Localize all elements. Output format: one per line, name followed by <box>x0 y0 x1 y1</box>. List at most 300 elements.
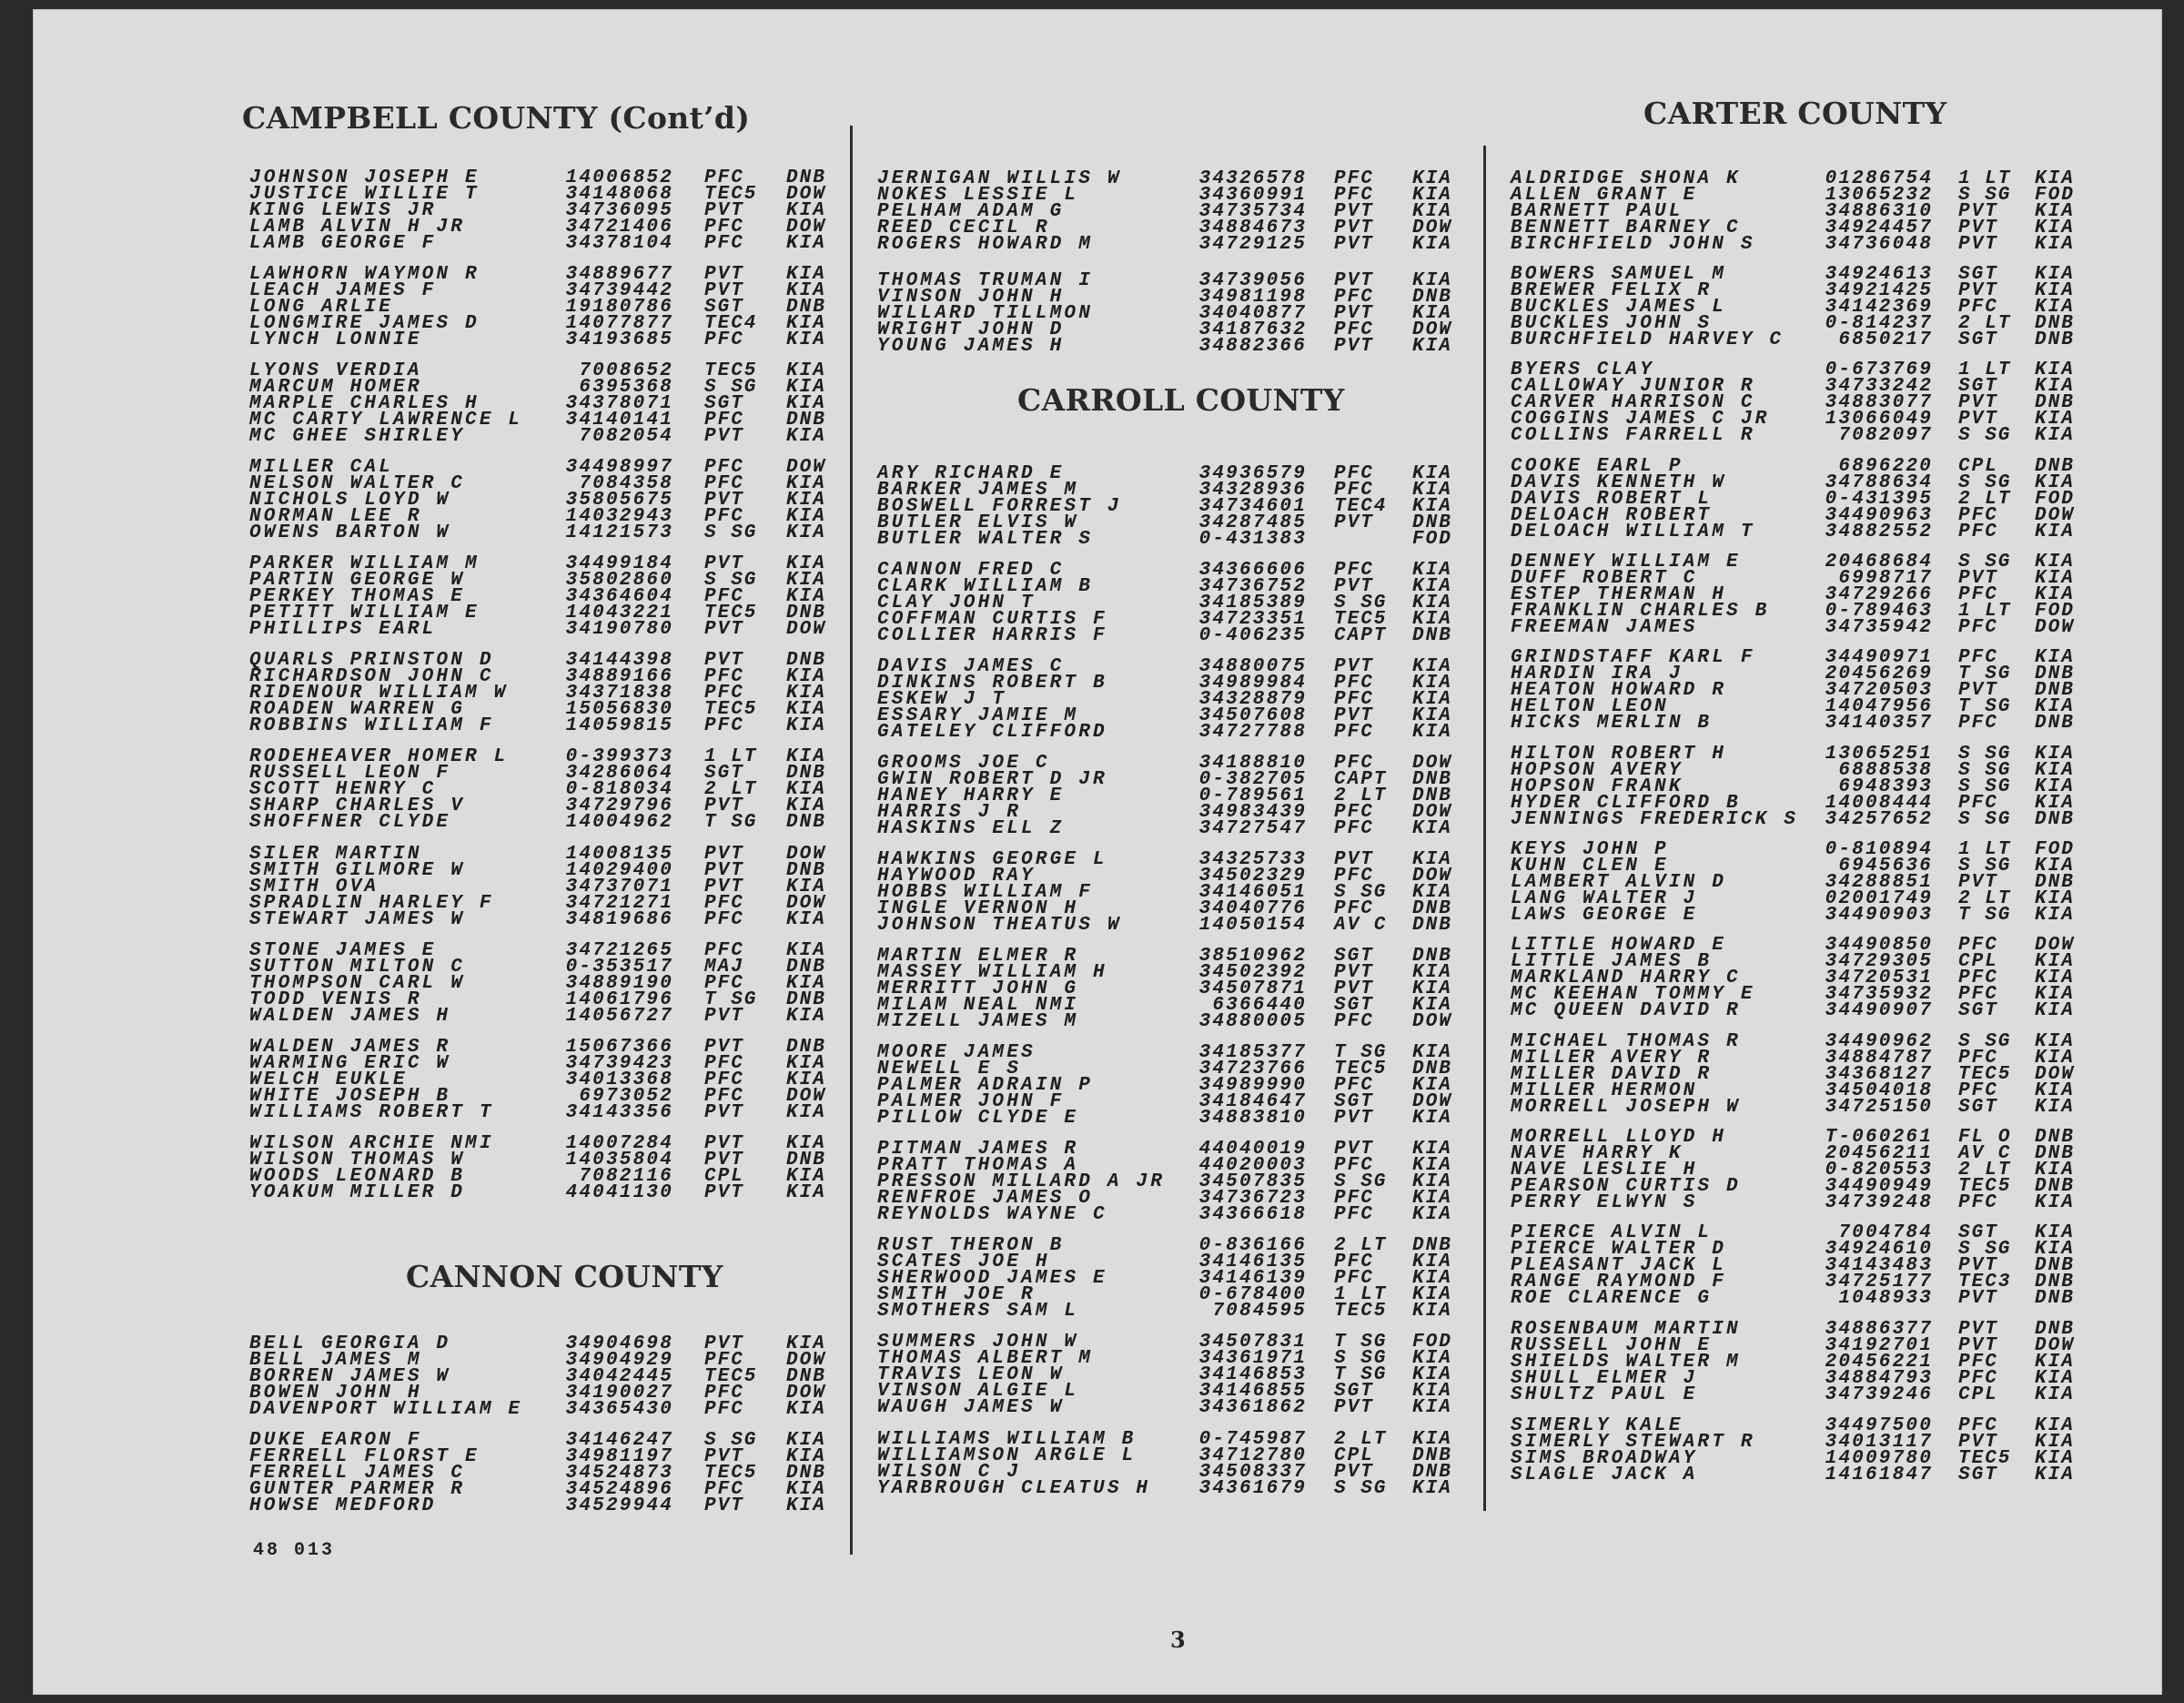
rank: PVT <box>704 553 744 574</box>
soldier-name: PARTIN GEORGE W <box>249 570 466 591</box>
status-code: DOW <box>786 619 826 640</box>
serial-number: 34725177 <box>1825 1272 1933 1292</box>
status-code: DNB <box>1412 1445 1452 1466</box>
rank: S SG <box>1958 472 2012 493</box>
status-code: DOW <box>2035 505 2075 526</box>
status-code: DNB <box>1412 769 1452 790</box>
rank: PFC <box>704 1383 744 1404</box>
status-code: KIA <box>786 973 826 994</box>
soldier-name: RIDENOUR WILLIAM W <box>249 683 509 704</box>
serial-number: 34921425 <box>1825 280 1933 301</box>
soldier-name: REYNOLDS WAYNE C <box>877 1204 1107 1225</box>
status-code: DNB <box>1412 915 1452 936</box>
rank: PFC <box>704 167 744 188</box>
soldier-name: SPRADLIN HARLEY F <box>249 893 494 914</box>
soldier-name: PHILLIPS EARL <box>249 619 437 640</box>
serial-number: 34328879 <box>1198 689 1307 710</box>
serial-number: T-060261 <box>1825 1127 1933 1148</box>
casualty-record <box>33 907 2162 924</box>
soldier-name: HOPSON AVERY <box>1511 760 1684 781</box>
status-code: DNB <box>786 812 826 833</box>
soldier-name: THOMAS ALBERT M <box>877 1348 1094 1369</box>
rank: PFC <box>1334 168 1374 189</box>
status-code: KIA <box>1412 705 1452 726</box>
status-code: DNB <box>786 410 826 431</box>
soldier-name: DAVENPORT WILLIAM E <box>249 1399 523 1420</box>
soldier-name: SLAGLE JACK A <box>1511 1465 1698 1485</box>
serial-number: 7008652 <box>579 360 673 381</box>
status-code: DOW <box>786 457 826 478</box>
serial-number: 34883077 <box>1825 392 1933 413</box>
status-code: DOW <box>1412 866 1452 887</box>
soldier-name: ESSARY JAMIE M <box>877 705 1079 726</box>
status-code: DNB <box>786 1366 826 1387</box>
column-divider-left <box>850 126 853 1555</box>
soldier-name: DAVIS KENNETH W <box>1511 472 1727 493</box>
soldier-name: BYERS CLAY <box>1511 360 1655 380</box>
soldier-name: ROSENBAUM MARTIN <box>1511 1319 1741 1340</box>
serial-number: 1048933 <box>1838 1288 1933 1309</box>
serial-number: 34924610 <box>1825 1239 1933 1260</box>
soldier-name: BORREN JAMES W <box>249 1366 451 1387</box>
status-code: KIA <box>2035 696 2075 717</box>
status-code: KIA <box>1412 1188 1452 1209</box>
soldier-name: KING LEWIS JR <box>249 200 437 221</box>
serial-number: 6948393 <box>1838 776 1933 797</box>
serial-number: 34735942 <box>1825 617 1933 638</box>
serial-number: 34490903 <box>1825 905 1933 926</box>
soldier-name: LITTLE JAMES B <box>1511 951 1713 972</box>
rank: TEC5 <box>1334 609 1388 630</box>
serial-number: 34146135 <box>1198 1252 1307 1272</box>
rank: S SG <box>1958 744 2012 765</box>
casualty-record <box>33 1462 2162 1485</box>
rank: PFC <box>1334 463 1374 484</box>
rank: AV C <box>1334 915 1388 936</box>
soldier-name: RUSSELL JOHN E <box>1511 1335 1713 1356</box>
serial-number: 34739246 <box>1825 1384 1933 1405</box>
record-group <box>33 1319 2162 1405</box>
status-code: FOD <box>2035 601 2075 622</box>
soldier-name: THOMPSON CARL W <box>249 973 466 994</box>
soldier-name: SMITH OVA <box>249 877 379 897</box>
rank: PFC <box>704 1350 744 1371</box>
status-code: DNB <box>2035 1272 2075 1292</box>
soldier-name: DINKINS ROBERT B <box>877 673 1107 694</box>
soldier-name: MASSEY WILLIAM H <box>877 962 1107 983</box>
serial-number: 34904698 <box>565 1333 673 1354</box>
serial-number: 34378104 <box>565 233 673 254</box>
rank: PFC <box>1334 480 1374 501</box>
serial-number: 34723766 <box>1198 1059 1307 1080</box>
serial-number: 34499184 <box>565 553 673 574</box>
rank: CPL <box>1958 951 1998 972</box>
status-code: KIA <box>1412 1381 1452 1402</box>
serial-number: 14047956 <box>1825 696 1933 717</box>
soldier-name: BUTLER ELVIS W <box>877 512 1079 533</box>
rank: CPL <box>1334 1445 1374 1466</box>
rank: TEC5 <box>704 1463 758 1484</box>
soldier-name: WILLARD TILLMON <box>877 303 1094 324</box>
status-code: KIA <box>1412 1155 1452 1176</box>
rank: T SG <box>704 989 758 1010</box>
record-group <box>33 1415 2162 1485</box>
rank: PVT <box>1334 336 1374 357</box>
serial-number: 34146853 <box>1198 1364 1307 1385</box>
serial-number: 14008135 <box>565 844 673 865</box>
rank: TEC5 <box>704 1366 758 1387</box>
soldier-name: COFFMAN CURTIS F <box>877 609 1107 630</box>
serial-number: 34721265 <box>565 940 673 961</box>
status-code: KIA <box>786 329 826 350</box>
serial-number: 34735932 <box>1825 984 1933 1005</box>
rank: TEC3 <box>1958 1272 2012 1292</box>
rank: PVT <box>1334 656 1374 677</box>
soldier-name: MC GHEE SHIRLEY <box>249 426 466 447</box>
soldier-name: ALLEN GRANT E <box>1511 185 1698 206</box>
status-code: KIA <box>2035 376 2075 397</box>
soldier-name: DUFF ROBERT C <box>1511 568 1698 589</box>
status-code: KIA <box>786 586 826 607</box>
serial-number: 34983439 <box>1198 802 1307 823</box>
rank: PVT <box>1334 849 1374 870</box>
serial-number: 14007284 <box>565 1133 673 1154</box>
serial-number: 15067366 <box>565 1037 673 1058</box>
serial-number: 7084358 <box>579 473 673 494</box>
serial-number: 6888538 <box>1838 760 1933 781</box>
rank: PVT <box>1958 280 1998 301</box>
serial-number: 34739248 <box>1825 1192 1933 1213</box>
status-code: KIA <box>786 1069 826 1090</box>
soldier-name: COLLIER HARRIS F <box>877 625 1107 646</box>
soldier-name: LAMBERT ALVIN D <box>1511 872 1727 893</box>
status-code: KIA <box>786 1133 826 1154</box>
rank: TEC5 <box>1958 1064 2012 1085</box>
rank: S SG <box>1958 185 2012 206</box>
rank: PVT <box>1958 218 1998 238</box>
status-code: KIA <box>1412 270 1452 291</box>
soldier-name: WHITE JOSEPH B <box>249 1086 451 1107</box>
status-code: KIA <box>786 940 826 961</box>
serial-number: 7082054 <box>579 426 673 447</box>
status-code: KIA <box>2035 760 2075 781</box>
rank: PFC <box>1334 1011 1374 1032</box>
serial-number: 34288851 <box>1825 872 1933 893</box>
rank: PVT <box>1334 705 1374 726</box>
status-code: KIA <box>2035 984 2075 1005</box>
soldier-name: PLEASANT JACK L <box>1511 1255 1727 1276</box>
rank: PFC <box>1334 185 1374 206</box>
rank: PFC <box>1958 505 1998 526</box>
serial-number: 34880005 <box>1198 1011 1307 1032</box>
status-code: KIA <box>2035 472 2075 493</box>
rank: PFC <box>1958 968 1998 988</box>
serial-number: 34736752 <box>1198 576 1307 597</box>
serial-number: 34725150 <box>1825 1097 1933 1118</box>
rank: T SG <box>1334 1364 1388 1385</box>
serial-number: 34504018 <box>1825 1080 1933 1101</box>
status-code: KIA <box>1412 818 1452 839</box>
status-code: KIA <box>1412 1429 1452 1450</box>
soldier-name: SIMS BROADWAY <box>1511 1448 1698 1469</box>
rank: 1 LT <box>1958 839 2012 860</box>
serial-number: 34361679 <box>1198 1478 1307 1499</box>
rank: 1 LT <box>1958 360 2012 380</box>
rank: PFC <box>1958 713 1998 734</box>
rank: PVT <box>704 860 744 881</box>
status-code: KIA <box>1412 201 1452 222</box>
status-code: KIA <box>1412 1108 1452 1129</box>
status-code: KIA <box>2035 280 2075 301</box>
status-code: KIA <box>2035 1192 2075 1213</box>
county-heading-campbell-county-cont-d: CAMPBELL COUNTY (Cont’d) <box>242 100 751 136</box>
rank: PVT <box>1334 234 1374 255</box>
serial-number: 34190027 <box>565 1383 673 1404</box>
rank: S SG <box>1958 776 2012 797</box>
rank: PFC <box>1334 1188 1374 1209</box>
soldier-name: LITTLE HOWARD E <box>1511 935 1727 956</box>
serial-number: 14043221 <box>565 603 673 623</box>
status-code: KIA <box>2035 264 2075 285</box>
serial-number: 34366618 <box>1198 1204 1307 1225</box>
status-code: KIA <box>2035 905 2075 926</box>
serial-number: 34739442 <box>565 280 673 301</box>
status-code: DNB <box>786 763 826 784</box>
soldier-name: GRINDSTAFF KARL F <box>1511 647 1755 668</box>
casualty-record <box>33 1383 2162 1405</box>
status-code: KIA <box>786 877 826 897</box>
soldier-name: GWIN ROBERT D JR <box>877 769 1107 790</box>
soldier-name: LONGMIRE JAMES D <box>249 313 480 334</box>
soldier-name: STEWART JAMES W <box>249 909 466 930</box>
soldier-name: MC QUEEN DAVID R <box>1511 1000 1741 1021</box>
serial-number: 34184647 <box>1198 1091 1307 1112</box>
soldier-name: CANNON FRED C <box>877 560 1065 581</box>
status-code: KIA <box>2035 360 2075 380</box>
casualty-record <box>33 1000 2162 1021</box>
rank: PFC <box>704 909 744 930</box>
serial-number: 34904929 <box>565 1350 673 1371</box>
serial-number: 13065232 <box>1825 185 1933 206</box>
soldier-name: BOWEN JOHN H <box>249 1383 422 1404</box>
serial-number: 0-836166 <box>1198 1235 1307 1256</box>
status-code: KIA <box>1412 722 1452 743</box>
status-code: DNB <box>2035 713 2075 734</box>
rank: S SG <box>1958 809 2012 830</box>
status-code: KIA <box>1412 689 1452 710</box>
rank: PFC <box>1334 802 1374 823</box>
soldier-name: MARPLE CHARLES H <box>249 393 480 414</box>
serial-number: 14009780 <box>1825 1448 1933 1469</box>
status-code: DOW <box>2035 935 2075 956</box>
status-code: KIA <box>2035 584 2075 605</box>
serial-number: 0-814237 <box>1825 313 1933 334</box>
serial-number: 34364604 <box>565 586 673 607</box>
serial-number: 34884793 <box>1825 1368 1933 1389</box>
serial-number: 14050154 <box>1198 915 1307 936</box>
soldier-name: WELCH EUKLE <box>249 1069 408 1090</box>
serial-number: 34889190 <box>565 973 673 994</box>
rank: PFC <box>1958 522 1998 542</box>
soldier-name: MC KEEHAN TOMMY E <box>1511 984 1755 1005</box>
serial-number: 6896220 <box>1838 456 1933 477</box>
status-code: DNB <box>786 1150 826 1171</box>
rank: PFC <box>1958 617 1998 638</box>
soldier-name: MOORE JAMES <box>877 1042 1036 1063</box>
soldier-name: LANG WALTER J <box>1511 888 1698 909</box>
serial-number: 34502329 <box>1198 866 1307 887</box>
serial-number: 34142369 <box>1825 297 1933 318</box>
status-code: KIA <box>786 1166 826 1187</box>
status-code: DNB <box>2035 872 2075 893</box>
status-code: KIA <box>786 666 826 687</box>
footnote-code: 48 013 <box>253 1540 336 1561</box>
soldier-name: STONE JAMES E <box>249 940 437 961</box>
rank: PFC <box>704 1053 744 1074</box>
serial-number: 14032943 <box>565 506 673 527</box>
status-code: DOW <box>1412 1091 1452 1112</box>
rank: TEC5 <box>704 603 758 623</box>
soldier-name: HAYWOOD RAY <box>877 866 1036 887</box>
record-group <box>33 746 2162 828</box>
status-code: KIA <box>786 570 826 591</box>
casualty-record <box>33 715 2162 732</box>
soldier-name: BARNETT PAUL <box>1511 201 1684 222</box>
rank: PVT <box>1334 962 1374 983</box>
status-code: KIA <box>1412 1268 1452 1289</box>
soldier-name: WALDEN JAMES H <box>249 1006 451 1027</box>
rank: PVT <box>704 200 744 221</box>
soldier-name: CALLOWAY JUNIOR R <box>1511 376 1755 397</box>
soldier-name: SHOFFNER CLYDE <box>249 812 451 833</box>
soldier-name: LEACH JAMES F <box>249 280 437 301</box>
status-code: DOW <box>786 893 826 914</box>
soldier-name: GUNTER PARMER R <box>249 1479 466 1500</box>
status-code: DOW <box>786 217 826 238</box>
soldier-name: NELSON WALTER C <box>249 473 466 494</box>
status-code: KIA <box>2035 951 2075 972</box>
serial-number: 34889677 <box>565 264 673 285</box>
soldier-name: TRAVIS LEON W <box>877 1364 1065 1385</box>
soldier-name: SMITH JOE R <box>877 1284 1036 1305</box>
soldier-name: BOSWELL FORREST J <box>877 496 1122 517</box>
soldier-name: YOAKUM MILLER D <box>249 1182 466 1203</box>
status-code: KIA <box>1412 1075 1452 1096</box>
rank: T SG <box>1958 905 2012 926</box>
serial-number: 34736723 <box>1198 1188 1307 1209</box>
rank: TEC5 <box>704 699 758 720</box>
status-code: DNB <box>786 167 826 188</box>
rank: PVT <box>1958 680 1998 701</box>
rank: S SG <box>1334 1478 1388 1499</box>
rank: PFC <box>704 410 744 431</box>
status-code: DNB <box>1412 898 1452 919</box>
rank: S SG <box>704 522 758 543</box>
rank: SGT <box>1958 329 1998 350</box>
record-group <box>33 1222 2162 1309</box>
soldier-name: PILLOW CLYDE E <box>877 1108 1079 1129</box>
serial-number: 7082097 <box>1838 425 1933 446</box>
soldier-name: KUHN CLEN E <box>1511 856 1669 877</box>
serial-number: 7084595 <box>1212 1301 1307 1322</box>
status-code: FOD <box>2035 489 2075 510</box>
county-heading-carroll-county: CARROLL COUNTY <box>1017 382 1345 418</box>
status-code: KIA <box>1412 849 1452 870</box>
soldier-name: MARTIN ELMER R <box>877 946 1079 967</box>
serial-number: 6366440 <box>1212 995 1307 1016</box>
soldier-name: NICHOLS LOYD W <box>249 490 451 511</box>
status-code: KIA <box>2035 1432 2075 1453</box>
status-code: KIA <box>2035 1160 2075 1181</box>
status-code: KIA <box>2035 1384 2075 1405</box>
casualty-record <box>33 1495 2162 1516</box>
serial-number: 44041130 <box>565 1182 673 1203</box>
serial-number: 34723351 <box>1198 609 1307 630</box>
casualty-record <box>33 233 2162 255</box>
status-code: KIA <box>1412 609 1452 630</box>
rank: PFC <box>704 586 744 607</box>
soldier-name: NAVE HARRY K <box>1511 1143 1684 1164</box>
status-code: DNB <box>1412 786 1452 806</box>
rank: PVT <box>1334 270 1374 291</box>
status-code: DNB <box>2035 1319 2075 1340</box>
soldier-name: WRIGHT JOHN D <box>877 319 1065 340</box>
serial-number: 34889166 <box>565 666 673 687</box>
serial-number: 34361971 <box>1198 1348 1307 1369</box>
serial-number: 20456269 <box>1825 664 1933 684</box>
soldier-name: MC CARTY LAWRENCE L <box>249 410 523 431</box>
serial-number: 14008444 <box>1825 793 1933 814</box>
status-code: DOW <box>2035 1335 2075 1356</box>
soldier-name: NAVE LESLIE H <box>1511 1160 1698 1181</box>
soldier-name: PETITT WILLIAM E <box>249 603 480 623</box>
rank: PFC <box>1958 984 1998 1005</box>
status-code: KIA <box>786 796 826 816</box>
serial-number: 34286064 <box>565 763 673 784</box>
status-code: DNB <box>2035 1176 2075 1197</box>
rank: PFC <box>704 666 744 687</box>
soldier-name: HASKINS ELL Z <box>877 818 1065 839</box>
serial-number: 34360991 <box>1198 185 1307 206</box>
soldier-name: PEARSON CURTIS D <box>1511 1176 1741 1197</box>
status-code: KIA <box>786 1479 826 1500</box>
rank: PVT <box>1334 303 1374 324</box>
serial-number: 34524873 <box>565 1463 673 1484</box>
soldier-name: WILSON C J <box>877 1462 1022 1483</box>
status-code: KIA <box>786 715 826 736</box>
status-code: KIA <box>2035 1080 2075 1101</box>
rank: TEC5 <box>704 184 758 205</box>
status-code: KIA <box>786 280 826 301</box>
serial-number: 34721406 <box>565 217 673 238</box>
serial-number: 44020003 <box>1198 1155 1307 1176</box>
serial-number: 34042445 <box>565 1366 673 1387</box>
rank: T SG <box>1958 664 2012 684</box>
rank: PFC <box>704 457 744 478</box>
status-code: KIA <box>786 1182 826 1203</box>
serial-number: 14035804 <box>565 1150 673 1171</box>
rank: PFC <box>1958 1192 1998 1213</box>
serial-number: 34729125 <box>1198 234 1307 255</box>
serial-number: 0-406235 <box>1198 625 1307 646</box>
soldier-name: SMOTHERS SAM L <box>877 1301 1079 1322</box>
soldier-name: WILLIAMS ROBERT T <box>249 1102 494 1123</box>
soldier-name: SHIELDS WALTER M <box>1511 1352 1741 1373</box>
soldier-name: MORRELL JOSEPH W <box>1511 1097 1741 1118</box>
serial-number: 34507608 <box>1198 705 1307 726</box>
soldier-name: LYONS VERDIA <box>249 360 422 381</box>
serial-number: 34368127 <box>1825 1064 1933 1085</box>
